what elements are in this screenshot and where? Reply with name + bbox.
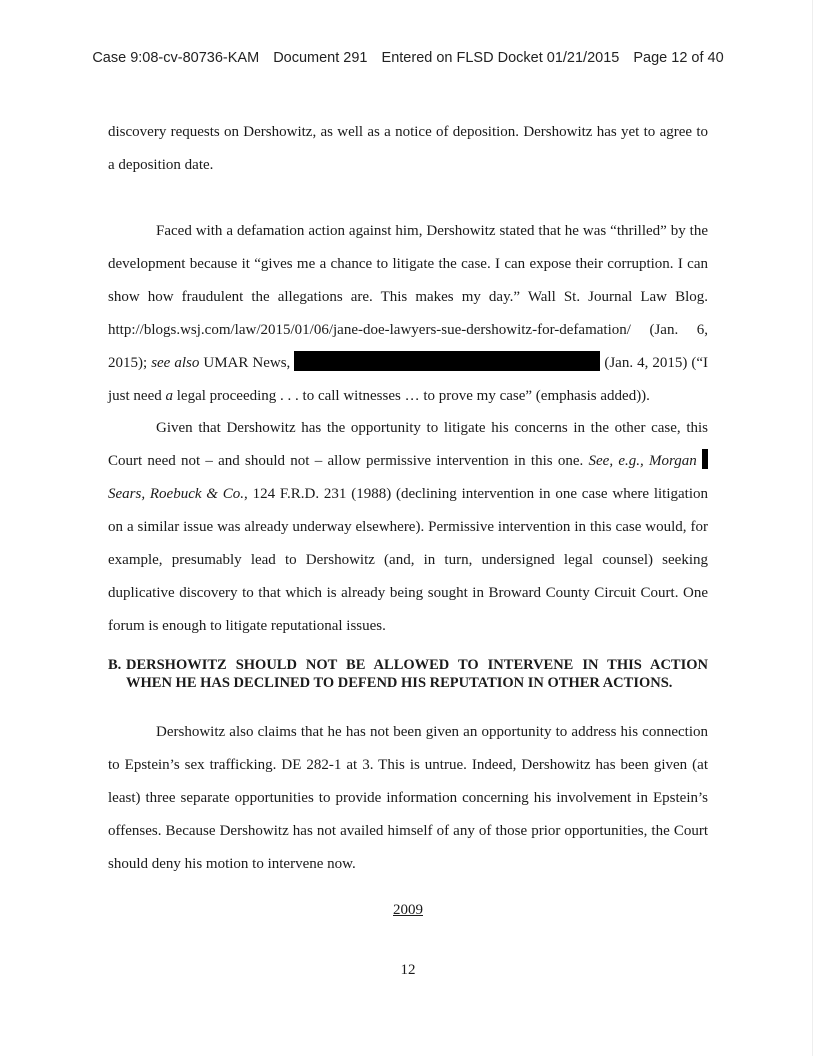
p3-citation: See, e.g., Morgan xyxy=(588,453,697,469)
entered-date: Entered on FLSD Docket 01/21/2015 xyxy=(381,50,620,66)
document-number: Document 291 xyxy=(273,50,368,66)
p2-see-also: see also xyxy=(151,355,200,371)
paragraph-discovery: discovery requests on Dershowitz, as well as a notice of deposition. Dershowitz has yet to agree to a deposition date. xyxy=(108,124,708,173)
section-label: 2009 xyxy=(393,902,423,918)
p2-text-b: UMAR News, xyxy=(203,355,291,371)
paragraph-opportunities: Dershowitz also claims that he has not been given an opportunity to address his connection to Epstein’s sex trafficking. DE 282-1 at 3. This is untrue. Indeed, Dershowitz has been given (at least) three separate opportunities to provide information concerning his involvement in Epstein’s offenses. Because Dershowitz has not availed himself of any of those prior opportunities, the Court should deny his motion to intervene now. xyxy=(108,724,708,872)
p2-text-c: (Jan. 4, 2015) (“I just need xyxy=(108,355,709,404)
redaction-bar xyxy=(294,351,600,371)
paragraph-defamation xyxy=(108,215,708,413)
p2-text-a: Faced with a defamation action against him, Dershowitz stated that he was “thrilled” by the development because it “gives me a chance to litigate the case. I can expose their corruption. I can show how fraudulent the allegations are. This makes my day.” Wall St. Journal Law Blog. http://blogs.wsj.com/law/2015/01/06/jane-doe-lawyers-sue-dershowitz-for-defamation/ (Jan. 6, 2015); xyxy=(108,223,708,371)
p2-text-d: legal proceeding . . . to call witnesses … to prove my case” (emphasis added)). xyxy=(176,388,650,404)
case-number: Case 9:08-cv-80736-KAM xyxy=(92,50,260,66)
p2-emphasis-a: a xyxy=(165,388,173,404)
redaction-mark xyxy=(702,449,708,469)
section-heading xyxy=(108,656,708,692)
page-indicator: Page 12 of 40 xyxy=(633,50,724,66)
heading-letter: B. xyxy=(108,657,122,673)
heading-text: DERSHOWITZ SHOULD NOT BE ALLOWED TO INTERVENE IN THIS ACTION WHEN HE HAS DECLINED TO DEFEND HIS REPUTATION IN OTHER ACTIONS. xyxy=(126,657,708,691)
paragraph-permissive-intervention xyxy=(108,412,708,643)
case-header xyxy=(0,50,816,66)
p3-text-b: , 124 F.R.D. 231 (1988) (declining intervention in one case where litigation on a similar issue was already underway elsewhere). Permissive intervention in this case would, for example, presumably lead to Dershowitz (and, in turn, undersigned legal counsel) seeking duplicative discovery to that which is already being sought in Broward County Circuit Court. One forum is enough to litigate reputational issues. xyxy=(108,486,708,634)
p3-text-a: Given that Dershowitz has the opportunity to litigate his concerns in the other case, this Court need not – and should not – allow permissive intervention in this one. xyxy=(108,420,708,469)
scan-edge-line xyxy=(812,0,813,1056)
p3-citation-2: Sears, Roebuck & Co. xyxy=(108,486,245,502)
page-number: 12 xyxy=(400,962,416,978)
